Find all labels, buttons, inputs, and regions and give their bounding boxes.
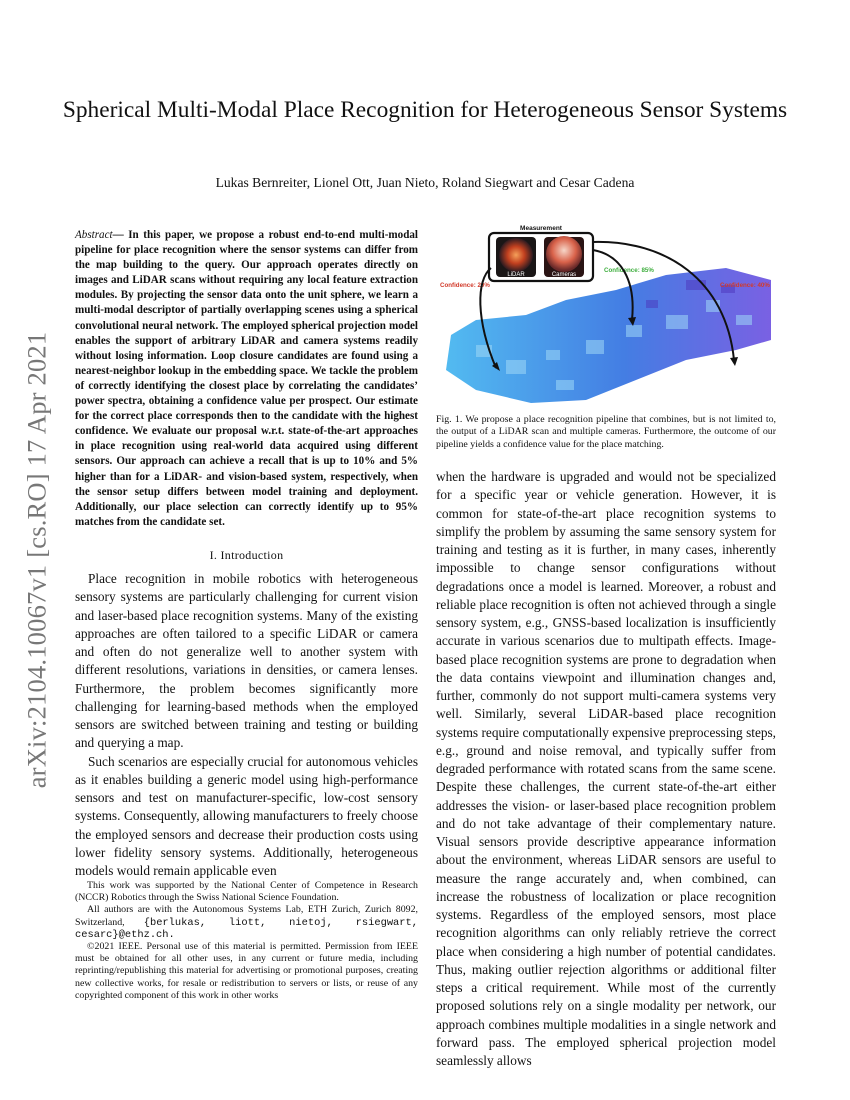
confidence-right: Confidence: 40%	[720, 282, 770, 289]
right-column	[436, 468, 776, 1070]
left-column	[75, 228, 418, 880]
confidence-left: Confidence: 20%	[440, 282, 490, 289]
author-list: Lukas Bernreiter, Lionel Ott, Juan Nieto, Roland Siegwart and Cesar Cadena	[215, 175, 635, 190]
measurement-label: Measurement	[520, 225, 562, 232]
figure-caption: Fig. 1. We propose a place recognition pipeline that combines, but is not limited to, the output of a LiDAR scan and multiple cameras. Furthermore, the outcome of our pipeline yields a confidence value for the place matching.	[436, 414, 776, 450]
footnote-affiliation: All authors are with the Autonomous Systems Lab, ETH Zurich, Zurich 8092, Switzerland, {berlukas, liott, nietoj, rsiegwart, cesarc}@ethz.ch.	[75, 904, 418, 941]
footnotes	[75, 880, 418, 1002]
intro-paragraph-1: Place recognition in mobile robotics with heterogeneous sensory systems are particularly challenging for current vision and laser-based place recognition systems. Many of the existing approaches are often tailored to a specific LiDAR or camera and often do not generalize well to another system with different resolutions, variations in densities, or camera lenses. Furthermore, the problem becomes significantly more challenging for learning-based methods when the employed sensors are switched between training and testing or building and querying a map.	[75, 571, 418, 751]
cameras-label: Cameras	[551, 272, 577, 278]
section-heading: I. Introduction	[209, 547, 284, 562]
intro-paragraph-2: Such scenarios are especially crucial for autonomous vehicles as it enables building a generic model using high-performance sensors and test on manufacturer-specific, low-cost sensory systems. Consequently, allowing manufacturers to freely choose the employed sensors and decrease their production costs using lower fidelity sensory systems. Additionally, heterogeneous models would remain applicable even	[75, 753, 418, 879]
footnote-copyright: ©2021 IEEE. Personal use of this material is permitted. Permission from IEEE must be obtained for all other uses, in any current or future media, including reprinting/republishing this material for advertising or promotional purposes, creating new collective works, for resale or redistribution to servers or lists, or reuse of any copyrighted component of this work in other works	[75, 941, 418, 1001]
footnote-emails: {berlukas, liott, nietoj, rsiegwart, cesarc}@ethz.ch.	[75, 916, 418, 941]
arxiv-identifier: arXiv:2104.10067v1 [cs.RO] 17 Apr 2021	[21, 331, 52, 789]
figure-graphic	[436, 220, 776, 410]
lidar-label: LiDAR	[507, 272, 525, 278]
footnote-funding: This work was supported by the National Center of Competence in Research (NCCR) Robotics through the Swiss National Science Foundation.	[75, 880, 418, 904]
paper-title: Spherical Multi-Modal Place Recognition for Heterogeneous Sensor Systems	[62, 97, 788, 123]
confidence-mid: Confidence: 85%	[604, 267, 654, 274]
abstract	[75, 228, 418, 530]
right-column-text: when the hardware is upgraded and would not be specialized for a specific year or vehicle generation. However, it is common for state-of-the-art place recognition systems to simplify the problem by assuming the same sensory system for training and testing as it is further, in many cases, inherently impossible to change sensor configurations without degradations once a model is learned. Moreover, a robust and reliable place recognition is often not achieved through a single sensory system, e.g., GNSS-based localization is insufficiently accurate in various scenarios due to multipath effects. Image-based place recognition systems are prone to degradation when the data contains viewpoint and illumination changes and, further, commonly do not support multi-camera systems very well. Similarly, several LiDAR-based place recognition systems require computationally expensive preprocessing steps, e.g., ground and noise removal, and typically suffer from degraded performance with rotated scans from the same scene. Despite these challenges, the current state-of-the-art either addresses the vision- or laser-based place recognition problem and do not take advantage of their complementary nature. Visual sensors provide descriptive appearance information about the environment, whereas LiDAR sensors are useful to measure the range accurately and, when combined, can increase the robustness of localization or place recognition systems. Regardless of the employed sensors, most place recognition algorithms can only reliably retrieve the correct place when considering a high number of potential candidates. Thus, making outlier rejection algorithms or additional filter steps a critical requirement. While most of the currently proposed solutions rely on a single modality per network, our approach combines multiple modalities in a single network and forward pass. The employed spherical projection model seamlessly allows	[436, 469, 776, 1068]
figure-1	[436, 220, 776, 410]
abstract-text: — In this paper, we propose a robust end-to-end multi-modal pipeline for place recognition where the sensor systems can differ from the map building to the query. Our approach operates directly on images and LiDAR scans without requiring any local feature extraction modules. By projecting the sensor data onto the unit sphere, we learn a multi-modal descriptor of partially overlapping scenes using a spherical convolutional neural network. The employed spherical projection model enables the support of arbitrary LiDAR and camera systems readily without losing information. Loop closure candidates are found using a nearest-neighbor lookup in the embedding space. We tackle the problem of correctly identifying the closest place by correlating the candidates’ power spectra, obtaining a confidence value per prospect. Our estimate for the correct place corresponds then to the candidate with the highest confidence. We evaluate our proposal w.r.t. state-of-the-art approaches in place recognition using real-world data acquired using different sensors. Our approach can achieve a recall that is up to 10% and 5% higher than for a LiDAR- and vision-based system, respectively, when the sensor setup differs between model training and deployment. Additionally, our place selection can correctly identify up to 95% matches from the candidate set.	[75, 229, 418, 528]
abstract-label: Abstract	[75, 229, 113, 241]
